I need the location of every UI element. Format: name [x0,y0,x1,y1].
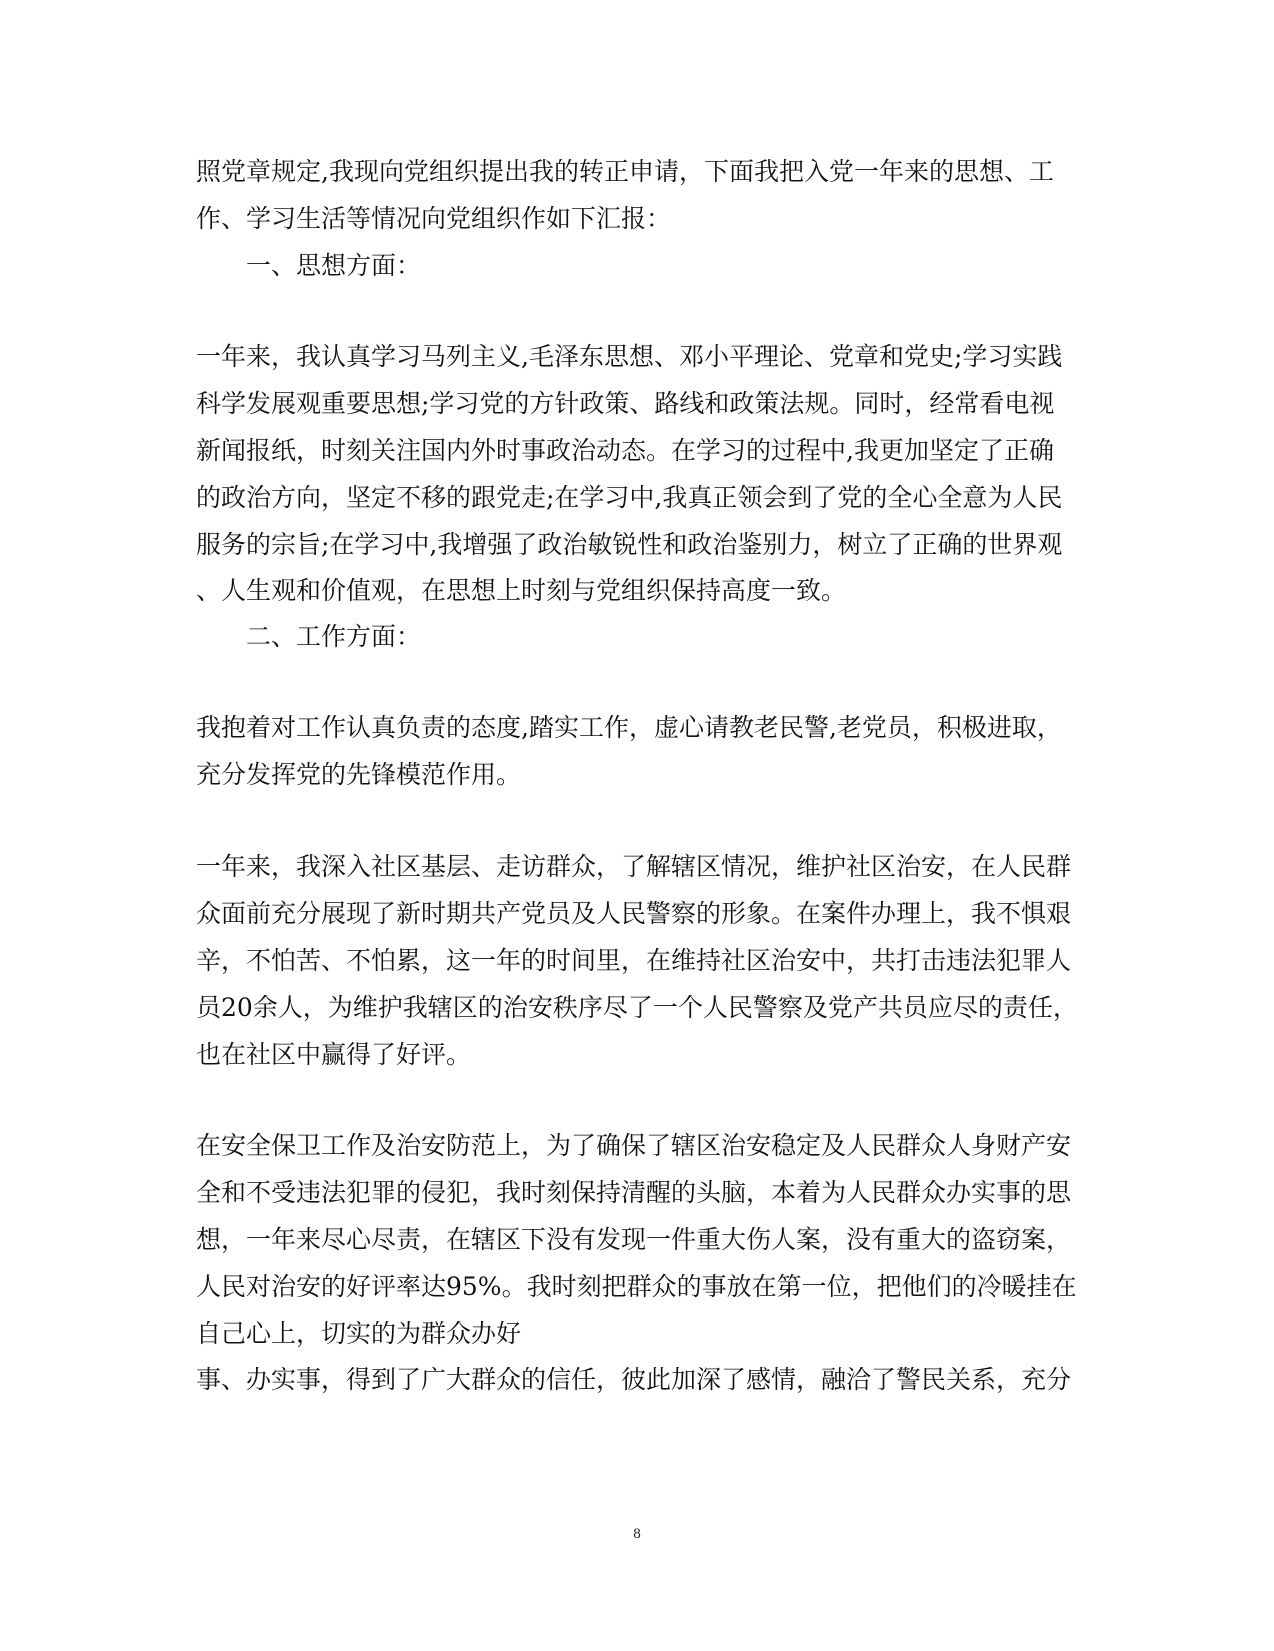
body-line: 科学发展观重要思想;学习党的方针政策、路线和政策法规。同时，经常看电视 [196,389,1055,418]
section-heading-thought: 一、思想方面： [246,251,422,280]
body-line: 我抱着对工作认真负责的态度,踏实工作，虚心请教老民警,老党员，积极进取， [196,713,1062,742]
body-line: 全和不受违法犯罪的侵犯，我时刻保持清醒的头脑，本着为人民群众办实事的思 [196,1178,1072,1207]
body-line: 照党章规定,我现向党组织提出我的转正申请，下面我把入党一年来的思想、工 [196,157,1054,186]
body-line: 新闻报纸，时刻关注国内外时事政治动态。在学习的过程中,我更加坚定了正确 [196,436,1054,465]
body-line: 员20余人，为维护我辖区的治安秩序尽了一个人民警察及党产共员应尽的责任， [196,993,1078,1022]
body-line: 自己心上，切实的为群众办好 [196,1319,522,1348]
body-line: 充分发挥党的先锋模范作用。 [196,760,522,789]
body-line: 的政治方向，坚定不移的跟党走;在学习中,我真正领会到了党的全心全意为人民 [196,483,1063,512]
body-line: 一年来，我认真学习马列主义,毛泽东思想、邓小平理论、党章和党史;学习实践 [196,342,1063,371]
body-line: 一年来，我深入社区基层、走访群众，了解辖区情况，维护社区治安，在人民群 [196,852,1072,881]
body-line: 事、办实事，得到了广大群众的信任，彼此加深了感情，融洽了警民关系，充分 [196,1365,1072,1394]
body-line: 也在社区中赢得了好评。 [196,1040,472,1069]
body-line: 众面前充分展现了新时期共产党员及人民警察的形象。在案件办理上，我不惧艰 [196,899,1072,928]
page-number: 8 [633,1526,641,1542]
body-line: 、人生观和价值观，在思想上时刻与党组织保持高度一致。 [196,576,847,605]
section-heading-work: 二、工作方面： [246,622,422,651]
body-line: 想，一年来尽心尽责，在辖区下没有发现一件重大伤人案，没有重大的盗窃案， [196,1225,1072,1254]
body-line: 辛，不怕苦、不怕累，这一年的时间里，在维持社区治安中，共打击违法犯罪人 [196,946,1072,975]
body-line: 服务的宗旨;在学习中,我增强了政治敏锐性和政治鉴别力，树立了正确的世界观 [196,530,1063,559]
body-line: 人民对治安的好评率达95%。我时刻把群众的事放在第一位，把他们的冷暖挂在 [196,1272,1077,1301]
body-line: 在安全保卫工作及治安防范上，为了确保了辖区治安稳定及人民群众人身财产安 [196,1131,1072,1160]
body-line: 作、学习生活等情况向党组织作如下汇报： [196,204,672,233]
